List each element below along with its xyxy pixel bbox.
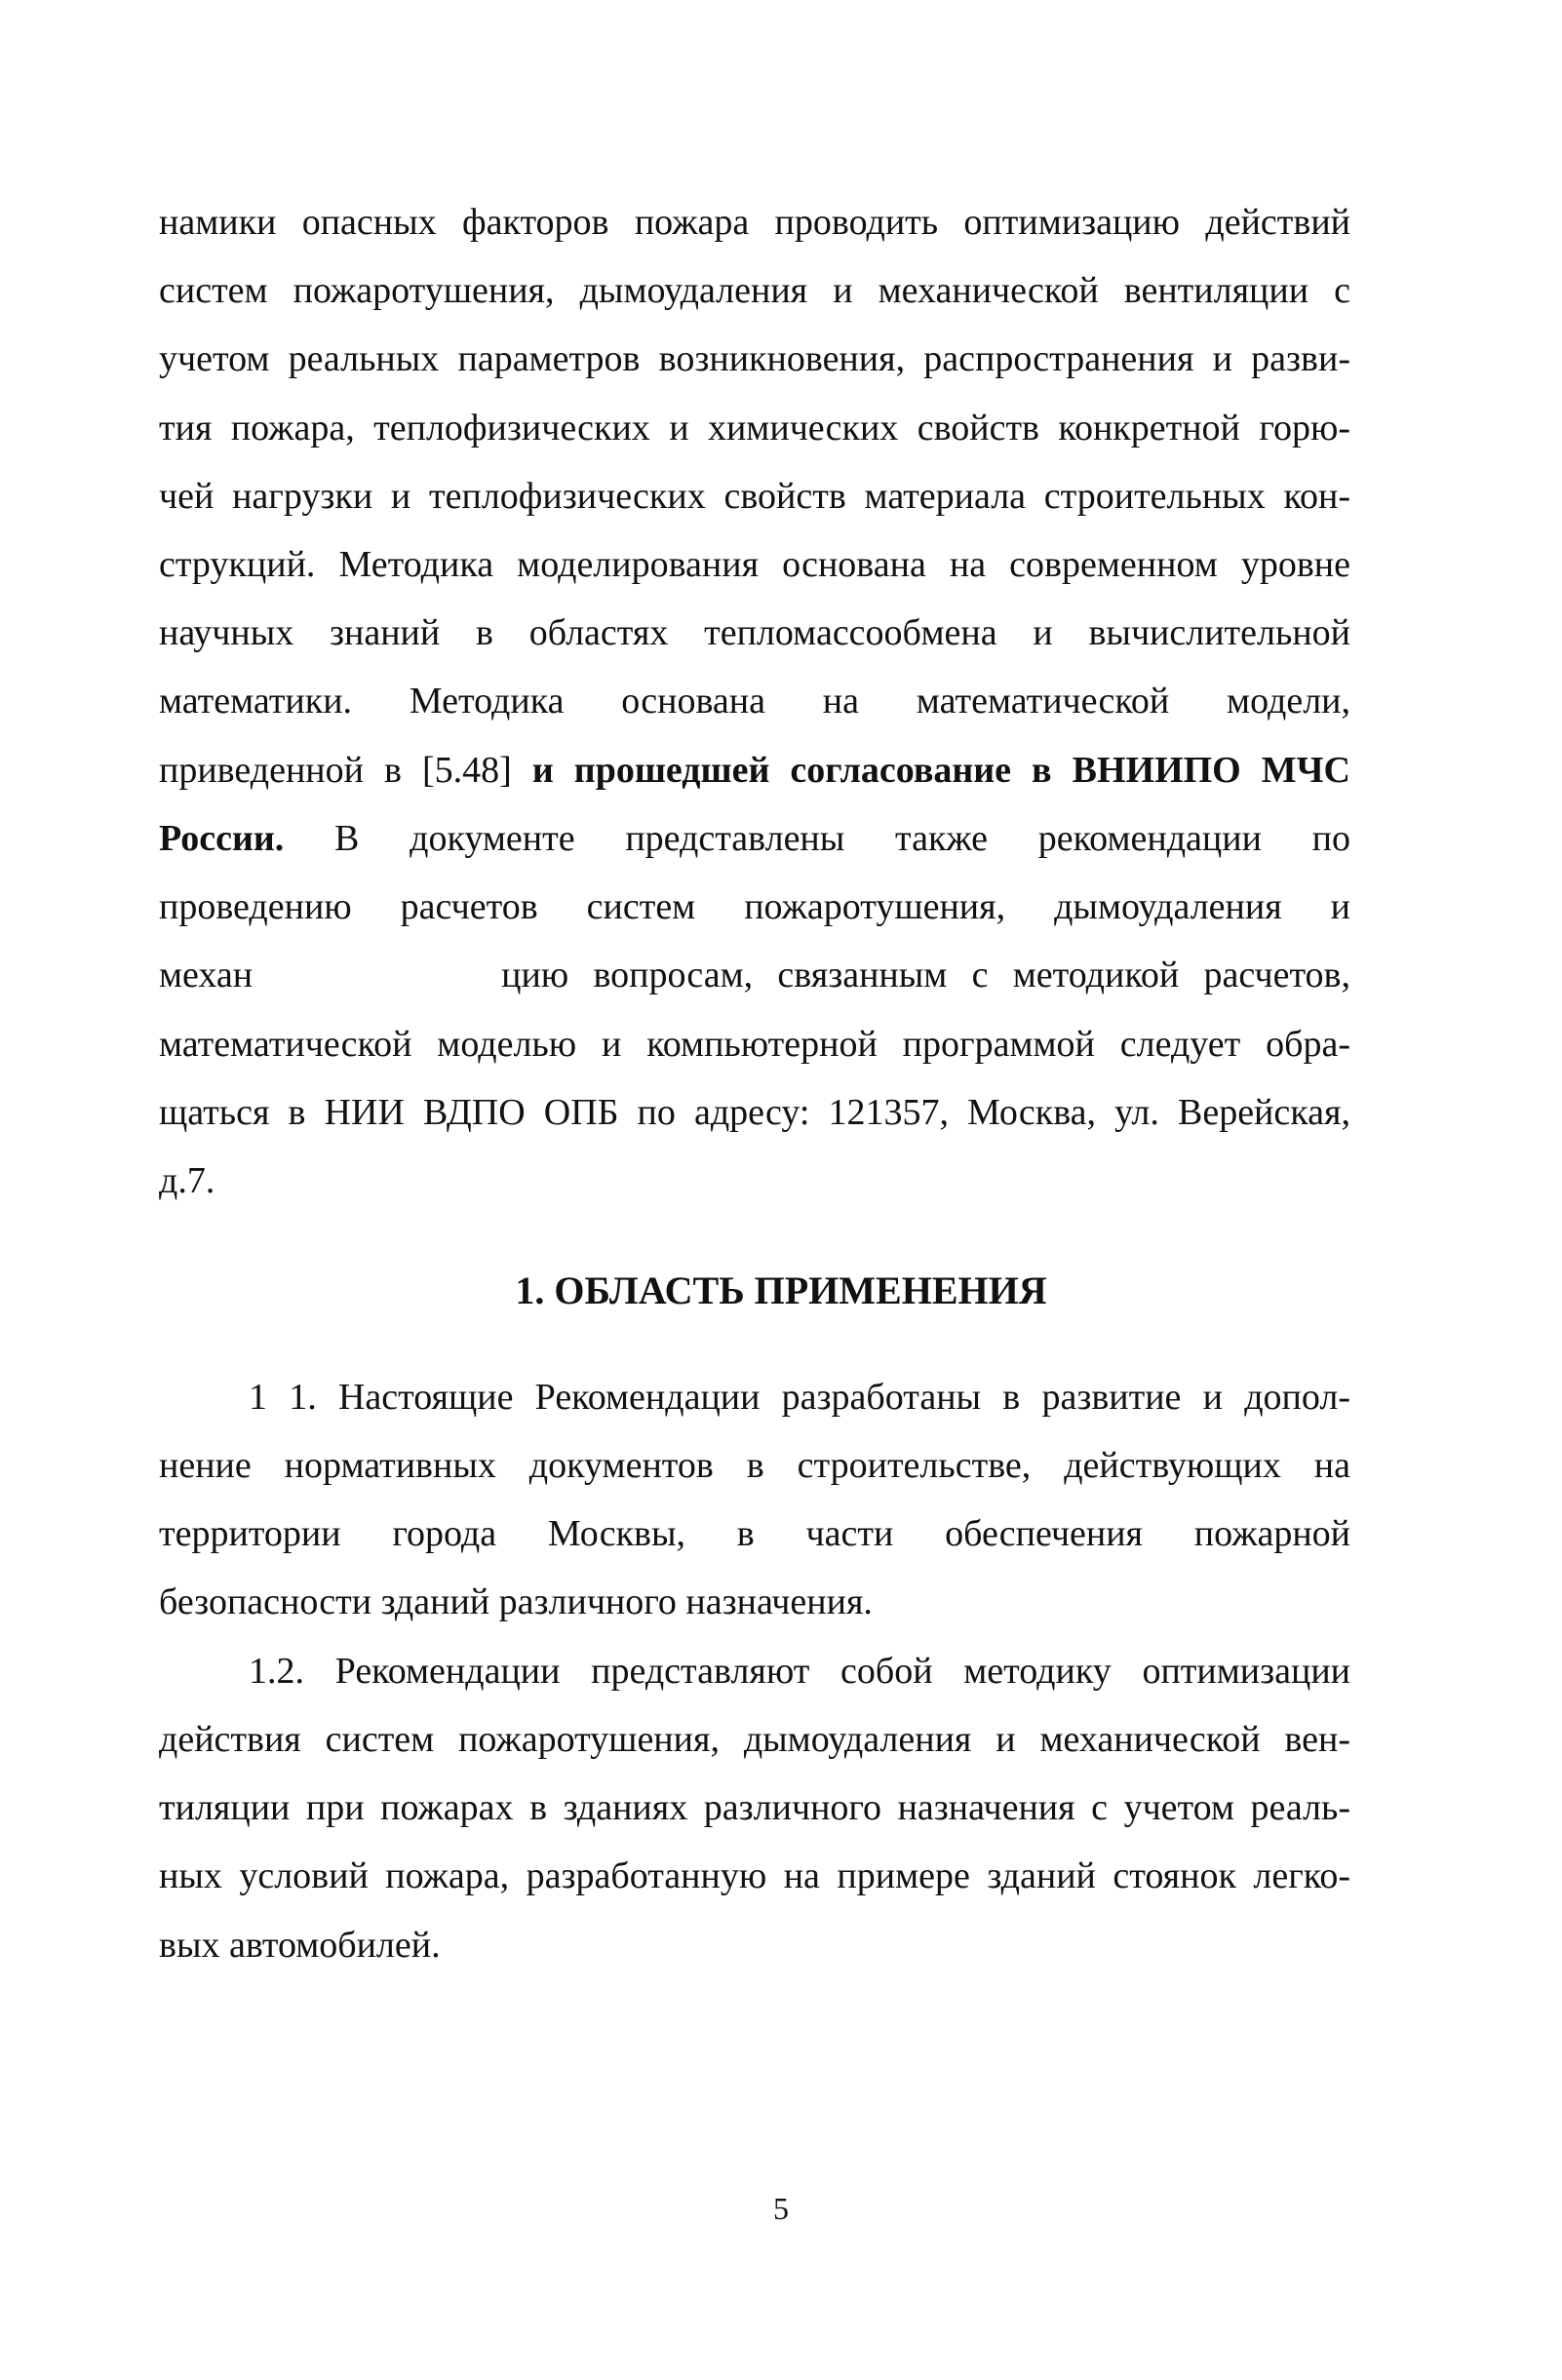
text-line: территории города Москвы, в части обеспечения пожарной [159, 1513, 1350, 1554]
text-line: тиляции при пожарах в зданиях различного назначения с учетом реаль- [159, 1787, 1350, 1828]
text-line: нение нормативных документов в строительстве, действующих на [159, 1445, 1350, 1486]
text-fragment-left: механ [159, 955, 254, 995]
text-line [159, 814, 1350, 863]
section-heading: 1. ОБЛАСТЬ ПРИМЕНЕНИЯ [515, 1268, 1047, 1312]
text-line: научных знаний в областях тепломассообмена и вычислительной [159, 612, 1350, 653]
text-line: безопасности зданий различного назначения. [159, 1581, 873, 1622]
text-plain: приведенной в [5.48] [159, 750, 532, 791]
text-bold: России. [159, 818, 285, 859]
text-line: ных условий пожара, разработанную на примере зданий стоянок легко- [159, 1855, 1350, 1896]
text-line: щаться в НИИ ВДПО ОПБ по адресу: 121357, Москва, ул. Верейская, [159, 1092, 1350, 1133]
text-line: намики опасных факторов пожара проводить оптимизацию действий [159, 202, 1350, 243]
text-line: математики. Методика основана на математической модели, [159, 681, 1350, 722]
text-line: математической моделью и компьютерной программой следует обра- [159, 1024, 1350, 1065]
text-line: 1.2. Рекомендации представляют собой методику оптимизации [249, 1651, 1350, 1692]
text-line: струкций. Методика моделирования основана на современном уровне [159, 544, 1350, 585]
page-number: 5 [773, 2191, 789, 2226]
text-line: учетом реальных параметров возникновения, распространения и разви- [159, 338, 1350, 379]
text-line [159, 746, 1350, 795]
text-line: чей нагрузки и теплофизических свойств материала строительных кон- [159, 476, 1350, 517]
text-line: д.7. [159, 1160, 215, 1201]
text-plain: В документе представлены также рекомендации по [284, 818, 1350, 859]
text-line-with-gap [159, 951, 1350, 999]
text-bold: и прошедшей согласование в ВНИИПО МЧС [531, 750, 1350, 791]
text-fragment-right: цию вопросам, связанным с методикой расчетов, [501, 955, 1350, 995]
text-line: действия систем пожаротушения, дымоудаления и механической вен- [159, 1719, 1350, 1760]
text-line: вых автомобилей. [159, 1925, 441, 1966]
text-line: тия пожара, теплофизических и химических свойств конкретной горю- [159, 408, 1350, 449]
text-line: систем пожаротушения, дымоудаления и механической вентиляции с [159, 270, 1350, 311]
text-line: 1 1. Настоящие Рекомендации разработаны в развитие и допол- [249, 1377, 1350, 1418]
text-line: проведению расчетов систем пожаротушения, дымоудаления и [159, 886, 1350, 927]
